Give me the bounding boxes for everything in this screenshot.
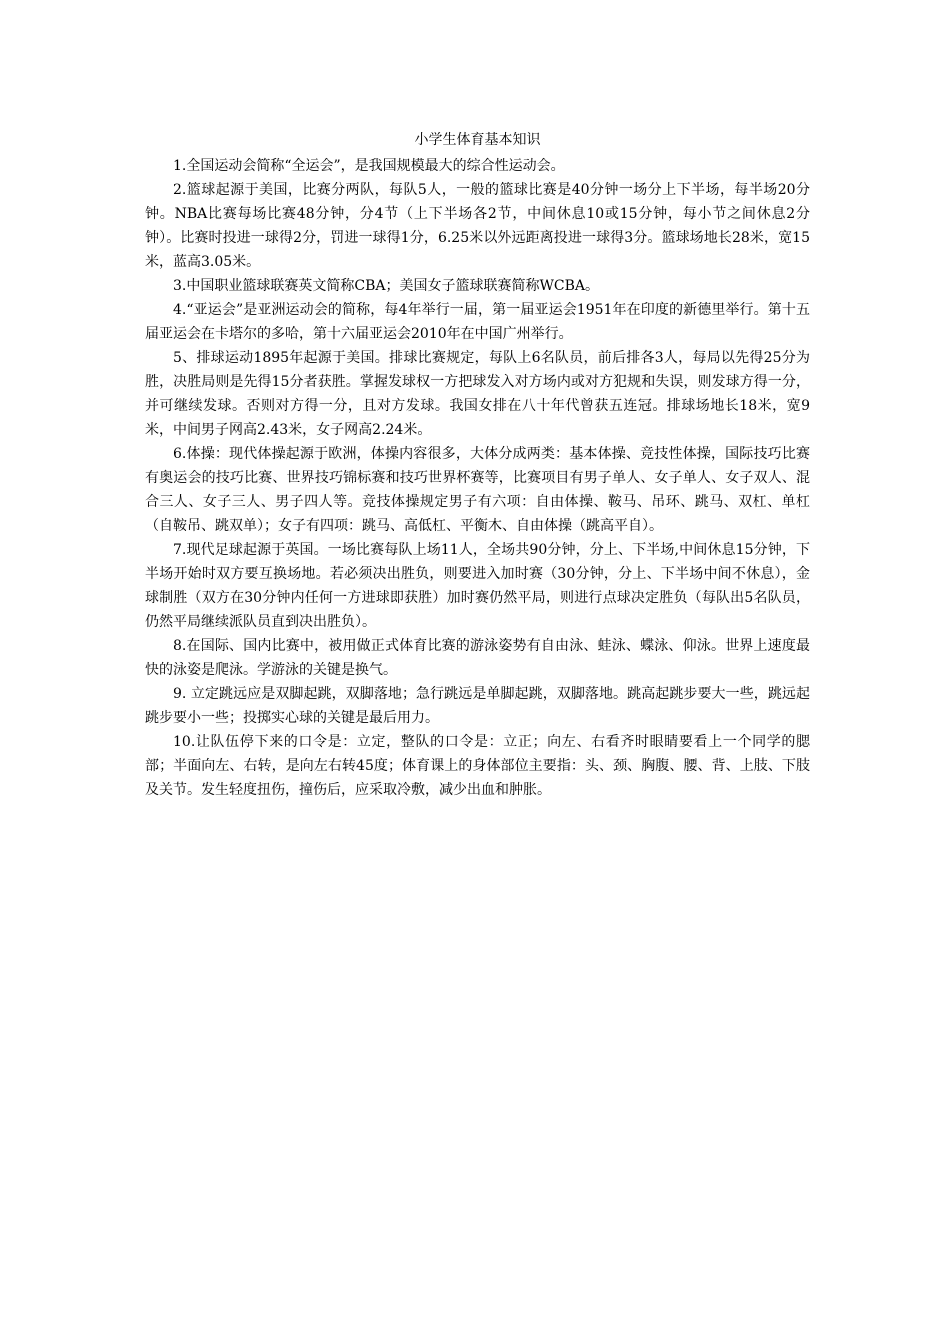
paragraph-5: 5、排球运动1895年起源于美国。排球比赛规定，每队上6名队员，前后排各3人，每局以先得25分为胜，决胜局则是先得15分者获胜。掌握发球权一方把球发入对方场内或对方犯规和失误，则发球方得一分，并可继续发球。否则对方得一分，且对方发球。我国女排在八十年代曾获五连冠。排球场地长18米，宽9米，中间男子网高2.43米，女子网高2.24米。 xyxy=(145,350,810,438)
paragraph-9: 9. 立定跳远应是双脚起跳，双脚落地；急行跳远是单脚起跳，双脚落地。跳高起跳步要大一些，跳远起跳步要小一些；投掷实心球的关键是最后用力。 xyxy=(145,686,810,726)
paragraph-10: 10.让队伍停下来的口令是：立定，整队的口令是：立正；向左、右看齐时眼睛要看上一个同学的腮部；半面向左、右转，是向左右转45度；体育课上的身体部位主要指：头、颈、胸腹、腰、背、上肢、下肢及关节。发生轻度扭伤，撞伤后，应采取冷敷，减少出血和肿胀。 xyxy=(145,734,810,798)
document-body xyxy=(145,128,810,802)
paragraph-6: 6.体操：现代体操起源于欧洲，体操内容很多，大体分成两类：基本体操、竞技性体操，国际技巧比赛有奥运会的技巧比赛、世界技巧锦标赛和技巧世界杯赛等，比赛项目有男子单人、女子单人、女子双人、混合三人、女子三人、男子四人等。竞技体操规定男子有六项：自由体操、鞍马、吊环、跳马、双杠、单杠（自鞍吊、跳双单）；女子有四项：跳马、高低杠、平衡木、自由体操（跳高平自）。 xyxy=(145,446,810,534)
document-title: 小学生体育基本知识 xyxy=(414,132,541,148)
paragraph-3: 3.中国职业篮球联赛英文简称CBA；美国女子篮球联赛简称WCBA。 xyxy=(173,278,599,294)
paragraph-7: 7.现代足球起源于英国。一场比赛每队上场11人，全场共90分钟，分上、下半场,中间休息15分钟，下半场开始时双方要互换场地。若必须决出胜负，则要进入加时赛（30分钟，分上、下半场中间不休息），金球制胜（双方在30分钟内任何一方进球即获胜）加时赛仍然平局，则进行点球决定胜负（每队出5名队员，仍然平局继续派队员直到决出胜负）。 xyxy=(145,542,810,630)
paragraph-8: 8.在国际、国内比赛中，被用做正式体育比赛的游泳姿势有自由泳、蛙泳、蝶泳、仰泳。世界上速度最快的泳姿是爬泳。学游泳的关键是换气。 xyxy=(145,638,810,678)
paragraph-2: 2.篮球起源于美国，比赛分两队，每队5人，一般的篮球比赛是40分钟一场分上下半场，每半场20分钟。NBA比赛每场比赛48分钟，分4节（上下半场各2节，中间休息10或15分钟，每小节之间休息2分钟）。比赛时投进一球得2分，罚进一球得1分，6.25米以外远距离投进一球得3分。篮球场地长28米，宽15米，蓝高3.05米。 xyxy=(145,182,810,270)
paragraph-1: 1.全国运动会简称“全运会”，是我国规模最大的综合性运动会。 xyxy=(173,158,565,174)
paragraph-4: 4.“亚运会”是亚洲运动会的简称，每4年举行一届，第一届亚运会1951年在印度的新德里举行。第十五届亚运会在卡塔尔的多哈，第十六届亚运会2010年在中国广州举行。 xyxy=(145,302,810,342)
